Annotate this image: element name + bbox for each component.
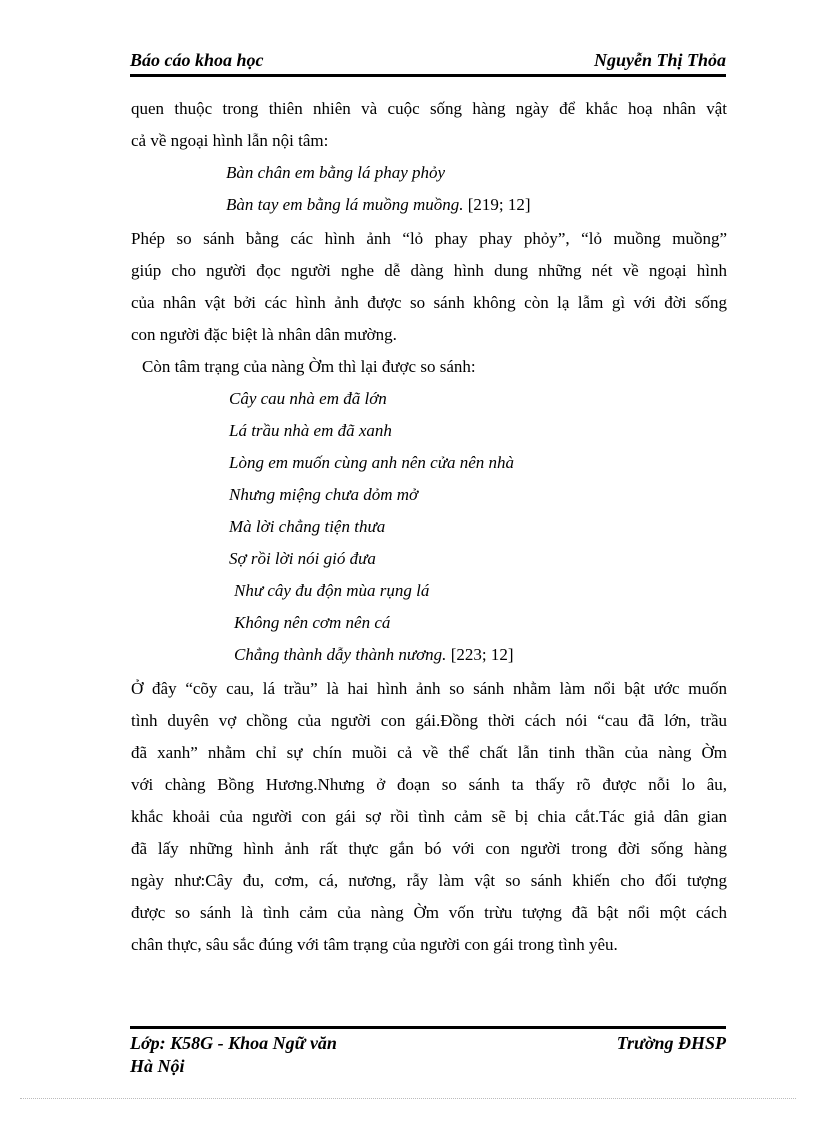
paragraph-line: với chàng Bồng Hương.Nhưng ở đoạn so sánh ta thấy rõ được nỗi lo âu, [131,775,727,794]
paragraph-line: ngày như:Cây đu, cơm, cá, nương, rẫy làm vật so sánh khiến cho đối tượng [131,871,727,890]
page-edge-divider [20,1098,796,1099]
paragraph-line: Còn tâm trạng của nàng Ờm thì lại được so sánh: [142,357,476,376]
paragraph-line: của nhân vật bởi các hình ảnh được so sánh không còn lạ lẫm gì với đời sống [131,293,727,312]
footer-school: Trường ĐHSP [616,1033,726,1053]
citation: [223; 12] [446,645,514,664]
paragraph-line: khắc khoải của người con gái sợ rồi tình cảm sẽ bị chia cắt.Tác giả dân gian [131,807,727,826]
footer-class: Lớp: K58G - Khoa Ngữ văn [130,1033,337,1053]
header-title: Báo cáo khoa học [130,50,264,70]
verse-line: Bàn tay em bằng lá muồng muồng. [219; 12] [226,195,531,214]
paragraph-line: đã lấy những hình ảnh rất thực gắn bó với con người trong đời sống hàng [131,839,727,858]
verse-line: Như cây đu độn mùa rụng lá [234,581,430,600]
paragraph-line: cả về ngoại hình lẫn nội tâm: [131,131,329,150]
paragraph-line: Ở đây “cõy cau, lá trầu” là hai hình ảnh so sánh nhằm làm nổi bật ước muốn [131,679,727,698]
verse-line: Mà lời chẳng tiện thưa [229,517,386,536]
footer-city: Hà Nội [130,1056,185,1076]
verse-line: Sợ rồi lời nói gió đưa [229,549,376,568]
verse-line: Chẳng thành dẫy thành nương. [223; 12] [234,645,514,664]
verse-line: Nhưng miệng chưa dỏm mở [229,485,419,504]
header-rule [130,74,726,77]
citation: [219; 12] [463,195,531,214]
verse-line: Cây cau nhà em đã lớn [229,389,387,408]
verse-line: Bàn chân em bằng lá phay phỏy [226,163,446,182]
paragraph-line: chân thực, sâu sắc đúng với tâm trạng của người con gái trong tình yêu. [131,935,618,954]
paragraph-line: Phép so sánh bằng các hình ảnh “lỏ phay phay phỏy”, “lỏ muồng muồng” [131,229,727,248]
paragraph-line: tình duyên vợ chồng của người con gái.Đồng thời cách nói “cau đã lớn, trầu [131,711,727,730]
verse-line: Lá trầu nhà em đã xanh [229,421,392,440]
header-author: Nguyễn Thị Thỏa [593,50,726,70]
paragraph-line: được so sánh là tình cảm của nàng Ờm vốn trừu tượng đã bật nổi một cách [131,903,727,922]
paragraph-line: đã xanh” nhằm chỉ sự chín muồi cả về thể chất lẫn tinh thần của nàng Ờm [131,743,727,762]
paragraph-line: quen thuộc trong thiên nhiên và cuộc sống hàng ngày để khắc hoạ nhân vật [131,99,727,118]
paragraph-line: con người đặc biệt là nhân dân mường. [131,325,397,344]
paragraph-line: giúp cho người đọc người nghe dễ dàng hình dung những nét về ngoại hình [131,261,727,280]
footer-rule [130,1026,726,1029]
verse-line: Lòng em muốn cùng anh nên cửa nên nhà [229,453,515,472]
verse-line: Không nên cơm nên cá [234,613,391,632]
